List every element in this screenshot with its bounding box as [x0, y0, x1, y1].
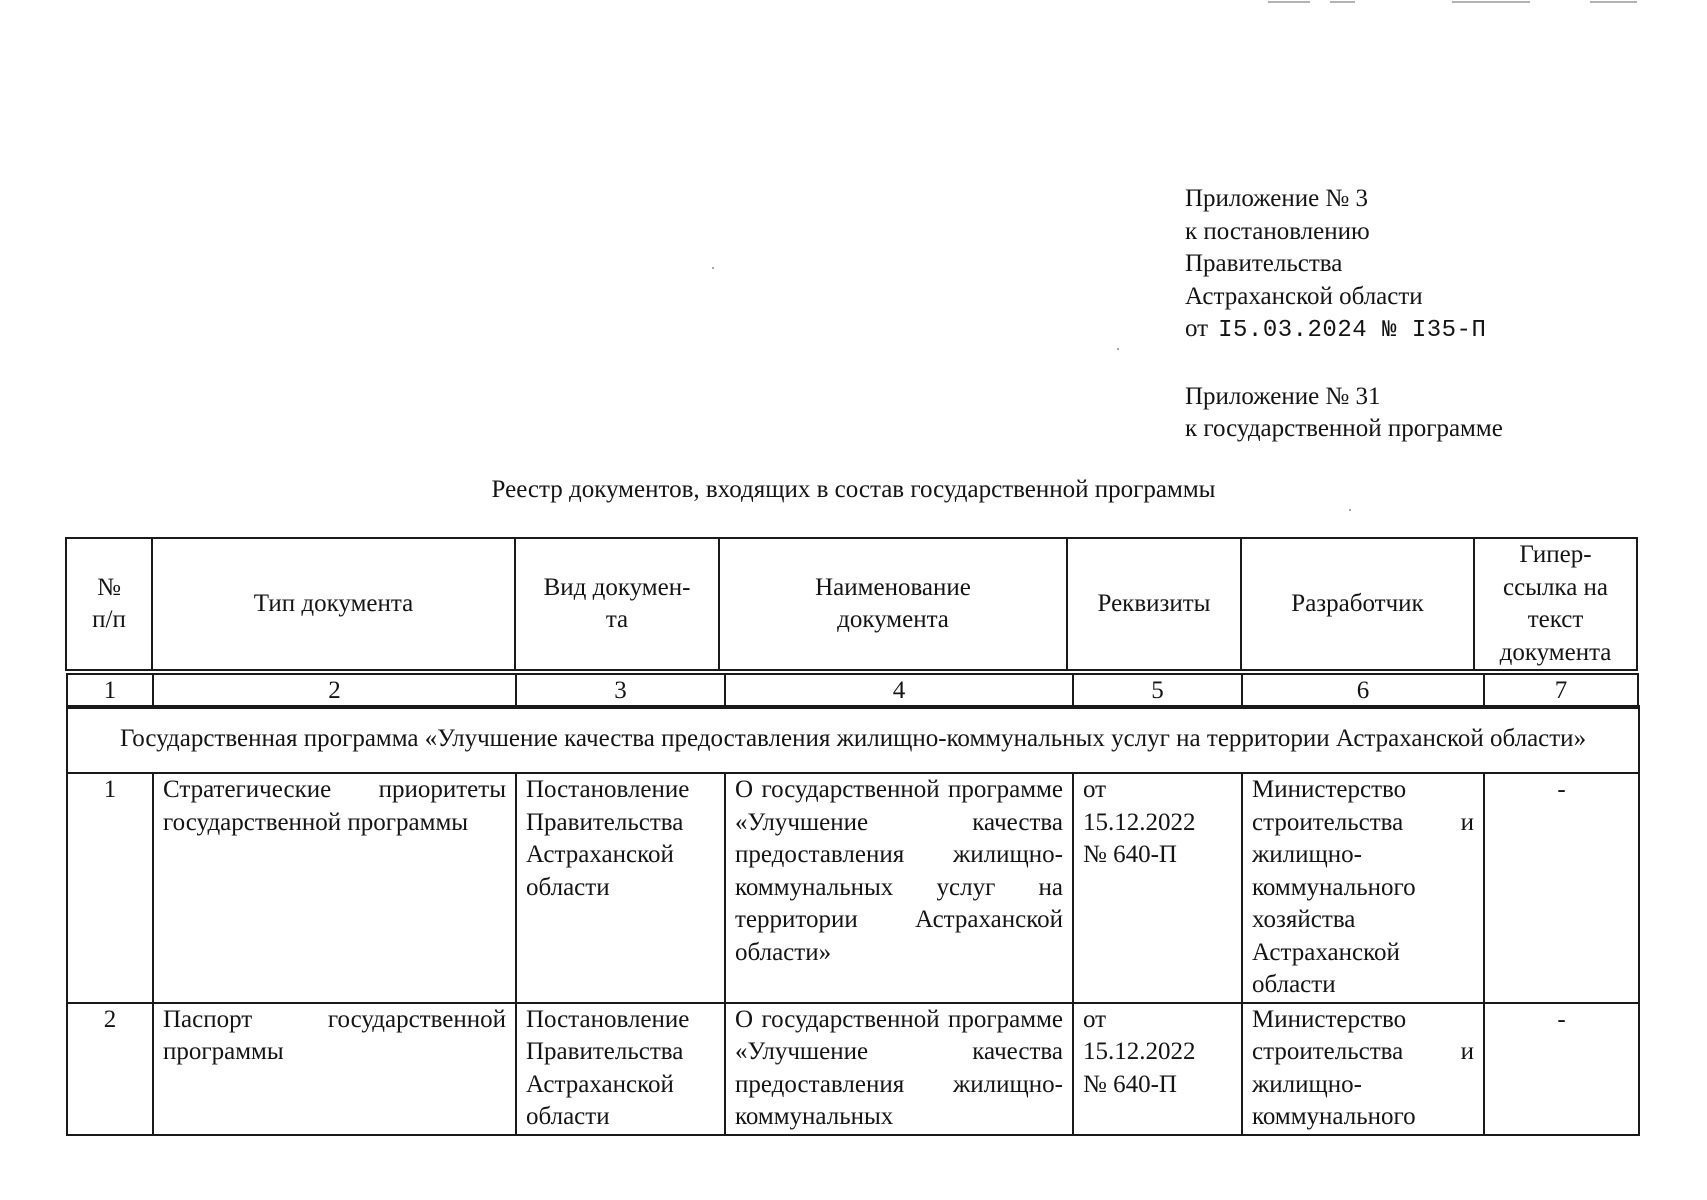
row-doc-name: О государственной программе «Улучшение качества предоставления жилищно-коммунальных услуг на территории Астраханской области» — [725, 773, 1073, 1003]
date-stamp: I5.03.2024 № I35-П — [1218, 317, 1487, 344]
registry-table-header — [65, 537, 1638, 671]
row-hyperlink: - — [1484, 1003, 1639, 1135]
column-number: 1 — [67, 674, 153, 708]
header-number — [66, 538, 152, 670]
header-doc-name-label: Наименование документа — [815, 573, 971, 633]
header-doc-kind — [515, 538, 719, 670]
row-developer: Министерство строительства и жилищно-коммунального — [1242, 1003, 1484, 1135]
header-doc-name — [719, 538, 1067, 670]
row-number: 2 — [67, 1003, 153, 1135]
row-number: 1 — [67, 773, 153, 1003]
row-details: от 15.12.2022 № 640-П — [1073, 1003, 1242, 1135]
header-details — [1067, 538, 1241, 670]
header-hyperlink-label: Гипер- ссылка на текст документа — [1499, 541, 1612, 666]
header-doc-type — [152, 538, 515, 670]
column-numbers-row — [66, 673, 1639, 709]
row-doc-name: О государственной программе «Улучшение качества предоставления жилищно-коммунальных — [725, 1003, 1073, 1135]
date-prefix: от — [1185, 315, 1209, 342]
appendix-line: Приложение № 3 — [1185, 185, 1369, 212]
registry-table-body — [66, 705, 1640, 1136]
column-number: 4 — [725, 674, 1073, 708]
appendix-date-line — [1185, 313, 1503, 348]
header-developer — [1241, 538, 1474, 670]
appendix-line: Астраханской области — [1185, 282, 1423, 310]
row-developer: Министерство строительства и жилищно-коммунального хозяйства Астраханской области — [1242, 773, 1484, 1003]
table-row — [67, 773, 1639, 1003]
column-number: 7 — [1484, 674, 1638, 708]
appendix-block — [1185, 183, 1503, 446]
header-doc-type-label: Тип документа — [253, 589, 414, 617]
appendix-line: Приложение № 31 — [1185, 382, 1381, 410]
header-details-label: Реквизиты — [1097, 589, 1211, 617]
header-hyperlink — [1474, 538, 1637, 670]
table-row — [67, 1003, 1639, 1135]
header-developer-label: Разработчик — [1291, 589, 1424, 617]
appendix-line: к постановлению — [1185, 217, 1370, 245]
appendix-line: Правительства — [1185, 250, 1343, 277]
header-doc-kind-label: Вид докумен- та — [543, 573, 691, 633]
column-number: 3 — [516, 674, 725, 708]
header-number-label: № п/п — [92, 573, 126, 633]
document-title: Реестр документов, входящих в состав государственной программы — [491, 476, 1216, 503]
row-doc-kind: Постановление Правительства Астраханской области — [516, 773, 725, 1003]
row-details: от 15.12.2022 № 640-П — [1073, 773, 1242, 1003]
column-number: 2 — [153, 674, 516, 708]
program-title-row: Государственная программа «Улучшение качества предоставления жилищно-коммунальных услуг на территории Астраханской области» — [67, 706, 1639, 773]
column-number: 6 — [1242, 674, 1484, 708]
row-doc-type: Паспорт государственной программы — [153, 1003, 516, 1135]
appendix-line: к государственной программе — [1185, 415, 1503, 442]
row-doc-type: Стратегические приоритеты государственной программы — [153, 773, 516, 1003]
row-doc-kind: Постановление Правительства Астраханской области — [516, 1003, 725, 1135]
row-hyperlink: - — [1484, 773, 1639, 1003]
column-number: 5 — [1073, 674, 1242, 708]
